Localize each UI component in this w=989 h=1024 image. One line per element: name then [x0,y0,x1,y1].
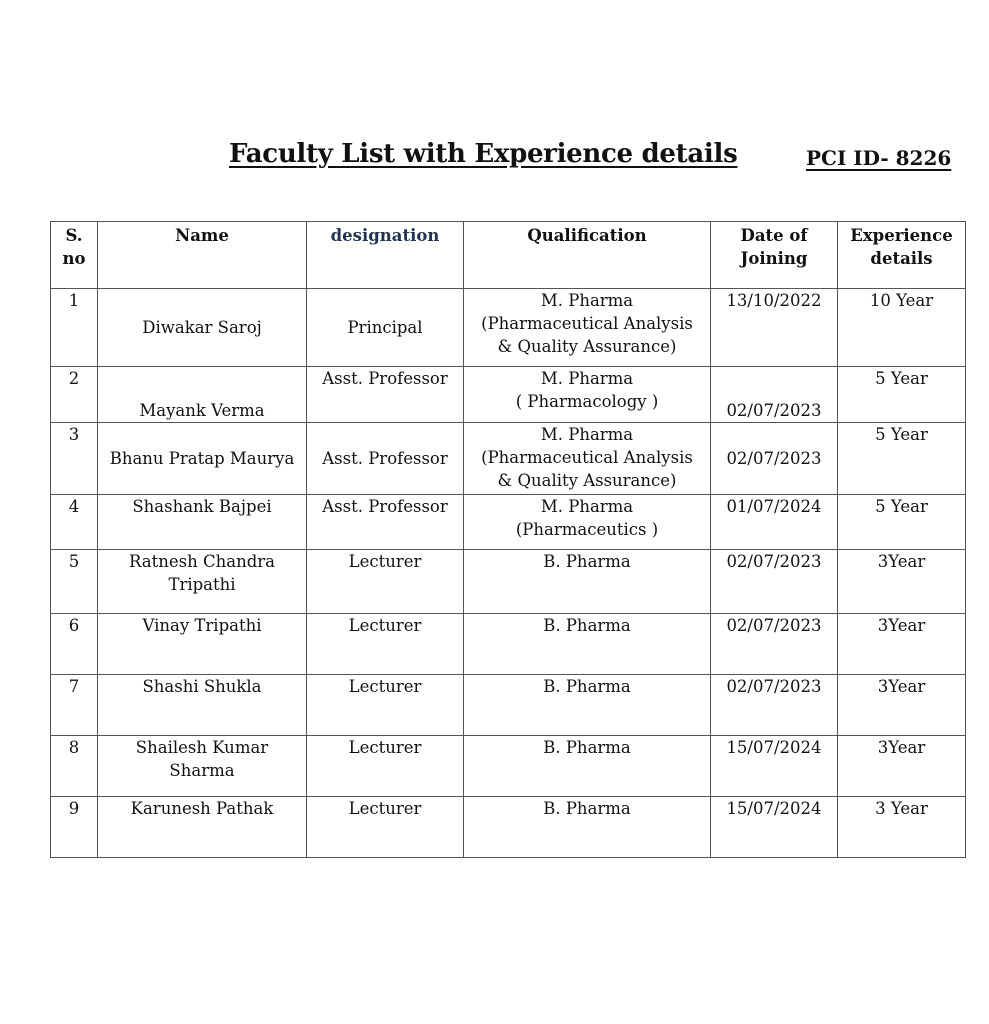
table-row [51,367,966,423]
name-line: Shailesh Kumar [135,738,269,757]
cell-sno: 1 [51,289,98,367]
cell-name: Karunesh Pathak [98,797,307,858]
cell-experience: 3Year [838,614,966,675]
table-row [51,797,966,858]
cell-sno: 2 [51,367,98,423]
cell-experience: 5 Year [838,495,966,550]
cell-date-of-joining: 02/07/2023 [711,550,838,614]
table-header-row [51,222,966,289]
cell-designation: Lecturer [307,797,464,858]
cell-designation: Asst. Professor [307,495,464,550]
cell-sno: 6 [51,614,98,675]
cell-date-of-joining: 15/07/2024 [711,736,838,797]
cell-designation: Lecturer [307,550,464,614]
cell-experience: 5 Year [838,367,966,423]
cell-experience: 10 Year [838,289,966,367]
cell-date-of-joining: 13/10/2022 [711,289,838,367]
cell-date-of-joining: 01/07/2024 [711,495,838,550]
qualification-line: ( Pharmacology ) [515,392,659,411]
cell-qualification [464,289,711,367]
header-date-of-joining [711,222,838,289]
header-sno [51,222,98,289]
qualification-line: (Pharmaceutical Analysis [481,314,693,333]
cell-sno: 9 [51,797,98,858]
cell-name [98,550,307,614]
cell-qualification: B. Pharma [464,675,711,736]
header-exp-line2: details [870,249,933,268]
cell-designation: Lecturer [307,736,464,797]
cell-date-of-joining: 02/07/2023 [711,367,838,423]
cell-name: Shashank Bajpei [98,495,307,550]
pci-id: PCI ID- 8226 [806,146,952,170]
faculty-table [50,221,966,858]
name-line: Tripathi [168,575,236,594]
cell-qualification: B. Pharma [464,736,711,797]
cell-designation: Asst. Professor [307,367,464,423]
cell-name: Diwakar Saroj [98,289,307,367]
cell-designation: Lecturer [307,614,464,675]
cell-experience: 3 Year [838,797,966,858]
table-row [51,495,966,550]
cell-date-of-joining: 02/07/2023 [711,675,838,736]
cell-experience: 5 Year [838,423,966,495]
qualification-line: M. Pharma [540,291,634,310]
header-designation: designation [307,222,464,289]
cell-name: Bhanu Pratap Maurya [98,423,307,495]
cell-experience: 3Year [838,550,966,614]
cell-date-of-joining: 02/07/2023 [711,423,838,495]
header-sno-line2: no [62,249,86,268]
header-experience [838,222,966,289]
header-doj-line1: Date of [740,226,808,245]
table-row [51,736,966,797]
qualification-line: M. Pharma [540,497,634,516]
qualification-line: & Quality Assurance) [497,471,677,490]
cell-designation: Asst. Professor [307,423,464,495]
table-row [51,289,966,367]
table-row [51,423,966,495]
qualification-line: (Pharmaceutics ) [515,520,659,539]
qualification-line: M. Pharma [540,369,634,388]
cell-qualification: B. Pharma [464,797,711,858]
header-name: Name [98,222,307,289]
header-qualification: Qualification [464,222,711,289]
qualification-line: (Pharmaceutical Analysis [481,448,693,467]
header-exp-line1: Experience [850,226,953,245]
cell-sno: 4 [51,495,98,550]
qualification-line: M. Pharma [540,425,634,444]
cell-sno: 7 [51,675,98,736]
cell-qualification: B. Pharma [464,550,711,614]
cell-name [98,736,307,797]
cell-name: Mayank Verma [98,367,307,423]
cell-designation: Lecturer [307,675,464,736]
cell-experience: 3Year [838,675,966,736]
cell-name: Shashi Shukla [98,675,307,736]
cell-experience: 3Year [838,736,966,797]
cell-qualification [464,495,711,550]
cell-qualification [464,423,711,495]
table-row [51,614,966,675]
cell-sno: 8 [51,736,98,797]
cell-name: Vinay Tripathi [98,614,307,675]
cell-date-of-joining: 15/07/2024 [711,797,838,858]
header-doj-line2: Joining [740,249,808,268]
name-line: Ratnesh Chandra [128,552,275,571]
name-line: Sharma [169,761,235,780]
qualification-line: & Quality Assurance) [497,337,677,356]
cell-qualification: B. Pharma [464,614,711,675]
cell-sno: 5 [51,550,98,614]
page-title: Faculty List with Experience details [229,139,738,169]
cell-date-of-joining: 02/07/2023 [711,614,838,675]
table-row [51,675,966,736]
cell-designation: Principal [307,289,464,367]
table-row [51,550,966,614]
cell-qualification [464,367,711,423]
cell-sno: 3 [51,423,98,495]
header-sno-line1: S. [65,226,83,245]
